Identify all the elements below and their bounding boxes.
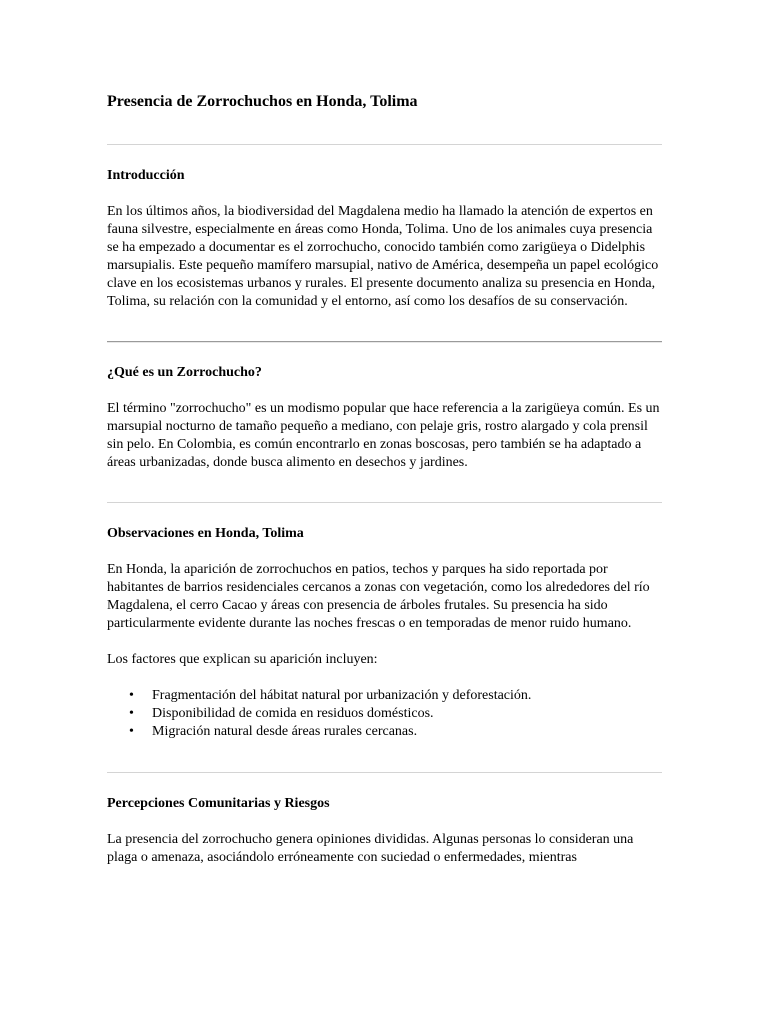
bullet-icon: • <box>129 724 134 739</box>
section-heading-observaciones: Observaciones en Honda, Tolima <box>107 526 304 541</box>
section-divider <box>107 144 662 145</box>
section-divider <box>107 341 662 342</box>
factores-list <box>107 687 662 741</box>
section-divider <box>107 772 662 773</box>
bullet-icon: • <box>129 688 134 703</box>
section-divider <box>107 502 662 503</box>
observaciones-paragraph: En Honda, la aparición de zorrochuchos en patios, techos y parques ha sido reportada por habitantes de barrios residenciales cercanos a zonas con vegetación, como los alrededores del río Magdalena, el cerro Cacao y áreas con presencia de árboles frutales. Su presencia ha sido particularmente evidente durante las noches frescas o en temporadas de menor ruido humano. <box>107 562 650 631</box>
list-item-text: Disponibilidad de comida en residuos domésticos. <box>152 706 434 721</box>
que-es-paragraph: El término "zorrochucho" es un modismo popular que hace referencia a la zarigüeya común. Es un marsupial nocturno de tamaño pequeño a mediano, con pelaje gris, rostro alargado y cola prensil sin pelo. En Colombia, es común encontrarlo en zonas boscosas, pero también se ha adaptado a áreas urbanizadas, donde busca alimento en desechos y jardines. <box>107 401 660 470</box>
list-item-text: Migración natural desde áreas rurales cercanas. <box>152 724 418 739</box>
section-heading-percepciones: Percepciones Comunitarias y Riesgos <box>107 796 330 811</box>
intro-paragraph: En los últimos años, la biodiversidad del Magdalena medio ha llamado la atención de expertos en fauna silvestre, especialmente en áreas como Honda, Tolima. Uno de los animales cuya presencia se ha empezado a documentar es el zorrochucho, conocido también como zarigüeya o Didelphis marsupialis. Este pequeño mamífero marsupial, nativo de América, desempeña un papel ecológico clave en los ecosistemas urbanos y rurales. El presente documento analiza su presencia en Honda, Tolima, su relación con la comunidad y el entorno, así como los desafíos de su conservación. <box>107 204 659 309</box>
document-title: Presencia de Zorrochuchos en Honda, Tolima <box>107 93 418 110</box>
document-body <box>107 92 662 867</box>
factores-intro-paragraph: Los factores que explican su aparición incluyen: <box>107 652 378 667</box>
section-heading-que-es: ¿Qué es un Zorrochucho? <box>107 365 262 380</box>
list-item <box>107 723 662 741</box>
percepciones-paragraph: La presencia del zorrochucho genera opiniones divididas. Algunas personas lo consideran una plaga o amenaza, asociándolo erróneamente con suciedad o enfermedades, mientras <box>107 832 634 865</box>
bullet-icon: • <box>129 706 134 721</box>
section-heading-introduccion: Introducción <box>107 168 185 183</box>
list-item-text: Fragmentación del hábitat natural por urbanización y deforestación. <box>152 688 532 703</box>
list-item <box>107 705 662 723</box>
list-item <box>107 687 662 705</box>
